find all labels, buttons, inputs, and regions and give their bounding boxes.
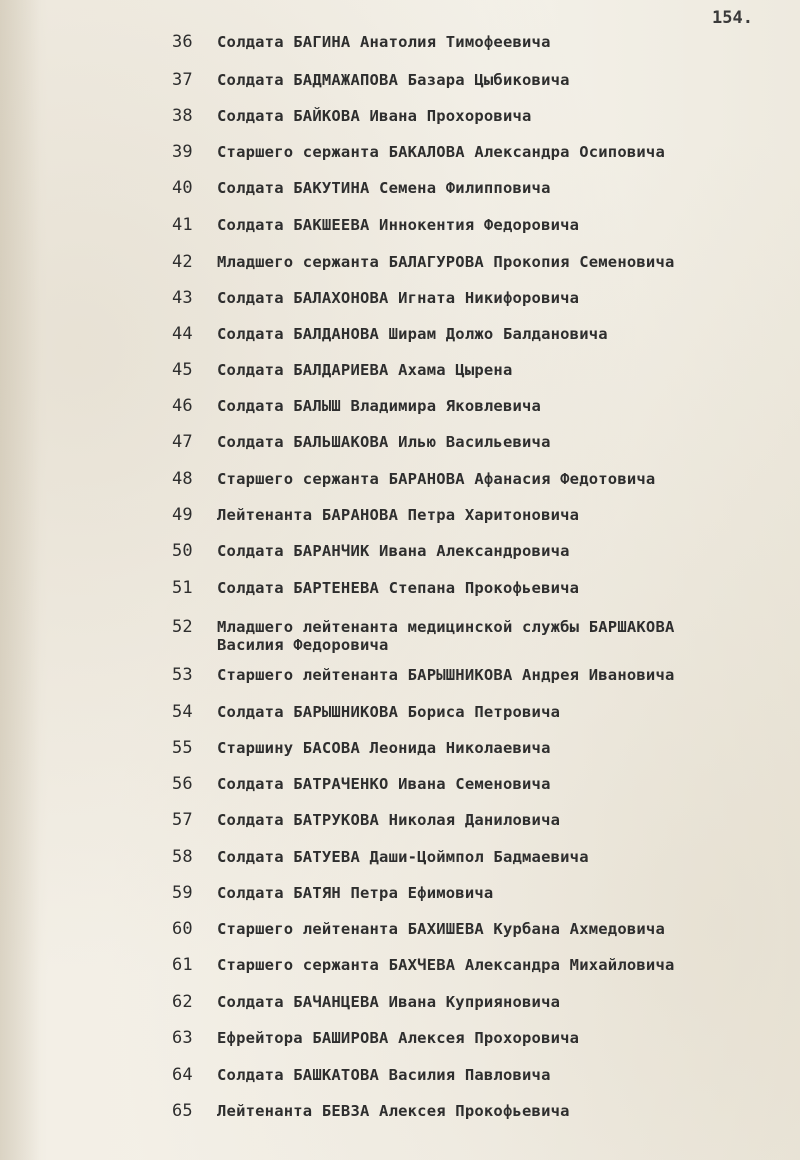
entry-text: Солдата БАКУТИНА Семена Филипповича	[217, 179, 551, 197]
entry-number: 42	[172, 252, 193, 272]
entry-number: 49	[172, 505, 193, 525]
entry-text: Лейтенанта БЕВЗА Алексея Прокофьевича	[217, 1102, 570, 1120]
entry-text: Солдата БАЛДАРИЕВА Ахама Цырена	[217, 361, 513, 379]
entry-number: 62	[172, 992, 193, 1012]
entry-number: 59	[172, 883, 193, 903]
entry-number: 43	[172, 288, 193, 308]
entry-number: 38	[172, 106, 193, 126]
entry-text: Солдата БАГИНА Анатолия Тимофеевича	[217, 33, 551, 51]
entry-number: 44	[172, 324, 193, 344]
entry-text: Солдата БАЛАХОНОВА Игната Никифоровича	[217, 289, 580, 307]
entry-number: 64	[172, 1065, 193, 1085]
entry-text: Старшего лейтенанта БАРЫШНИКОВА Андрея Ивановича	[217, 666, 675, 684]
entry-text: Старшего сержанта БАКАЛОВА Александра Осиповича	[217, 143, 665, 161]
entry-number: 46	[172, 396, 193, 416]
entry-text: Солдата БАРТЕНЕВА Степана Прокофьевича	[217, 579, 580, 597]
entry-text: Солдата БАТУЕВА Даши-Цоймпол Бадмаевича	[217, 848, 589, 866]
entry-text: Солдата БАДМАЖАПОВА Базара Цыбиковича	[217, 71, 570, 89]
entry-number: 57	[172, 810, 193, 830]
entry-number: 40	[172, 178, 193, 198]
entry-number: 36	[172, 32, 193, 52]
entry-number: 61	[172, 955, 193, 975]
entry-text: Солдата БАЧАНЦЕВА Ивана Куприяновича	[217, 993, 561, 1011]
entry-number: 58	[172, 847, 193, 867]
entry-text: Старшего сержанта БАХЧЕВА Александра Михайловича	[217, 956, 675, 974]
entry-number: 53	[172, 665, 193, 685]
entry-text: Солдата БАЛЬШАКОВА Илью Васильевича	[217, 433, 551, 451]
paper-edge-shading	[0, 0, 40, 1160]
entry-text: Старшего лейтенанта БАХИШЕВА Курбана Ахмедовича	[217, 920, 665, 938]
entry-number: 52	[172, 617, 193, 637]
entry-number: 37	[172, 70, 193, 90]
entry-number: 47	[172, 432, 193, 452]
entry-number: 51	[172, 578, 193, 598]
entry-number: 55	[172, 738, 193, 758]
entry-text: Младшего сержанта БАЛАГУРОВА Прокопия Семеновича	[217, 253, 675, 271]
entry-number: 48	[172, 469, 193, 489]
page-number: 154.	[712, 8, 753, 28]
entry-number: 54	[172, 702, 193, 722]
entry-number: 39	[172, 142, 193, 162]
entry-text: Солдата БАТЯН Петра Ефимовича	[217, 884, 494, 902]
entry-number: 63	[172, 1028, 193, 1048]
entry-text: Солдата БАКШЕЕВА Иннокентия Федоровича	[217, 216, 580, 234]
entry-text: Солдата БАЙКОВА Ивана Прохоровича	[217, 107, 532, 125]
entry-text: Солдата БАЛЫШ Владимира Яковлевича	[217, 397, 542, 415]
entry-text: Солдата БАШКАТОВА Василия Павловича	[217, 1066, 551, 1084]
entry-text: Солдата БАРЫШНИКОВА Бориса Петровича	[217, 703, 561, 721]
entry-number: 60	[172, 919, 193, 939]
entry-number: 41	[172, 215, 193, 235]
entry-text: Солдата БАРАНЧИК Ивана Александровича	[217, 542, 570, 560]
entry-text: Старшего сержанта БАРАНОВА Афанасия Федотовича	[217, 470, 656, 488]
entry-number: 65	[172, 1101, 193, 1121]
entry-text: Солдата БАТРАЧЕНКО Ивана Семеновича	[217, 775, 551, 793]
entry-text: Старшину БАСОВА Леонида Николаевича	[217, 739, 551, 757]
entry-number: 50	[172, 541, 193, 561]
entry-text: Младшего лейтенанта медицинской службы БАРШАКОВА Василия Федоровича	[217, 618, 675, 654]
entry-number: 45	[172, 360, 193, 380]
entry-text: Лейтенанта БАРАНОВА Петра Харитоновича	[217, 506, 580, 524]
entry-number: 56	[172, 774, 193, 794]
entry-text: Солдата БАЛДАНОВА Ширам Должо Балдановича	[217, 325, 608, 343]
entry-text: Солдата БАТРУКОВА Николая Даниловича	[217, 811, 561, 829]
entry-text: Ефрейтора БАШИРОВА Алексея Прохоровича	[217, 1029, 580, 1047]
